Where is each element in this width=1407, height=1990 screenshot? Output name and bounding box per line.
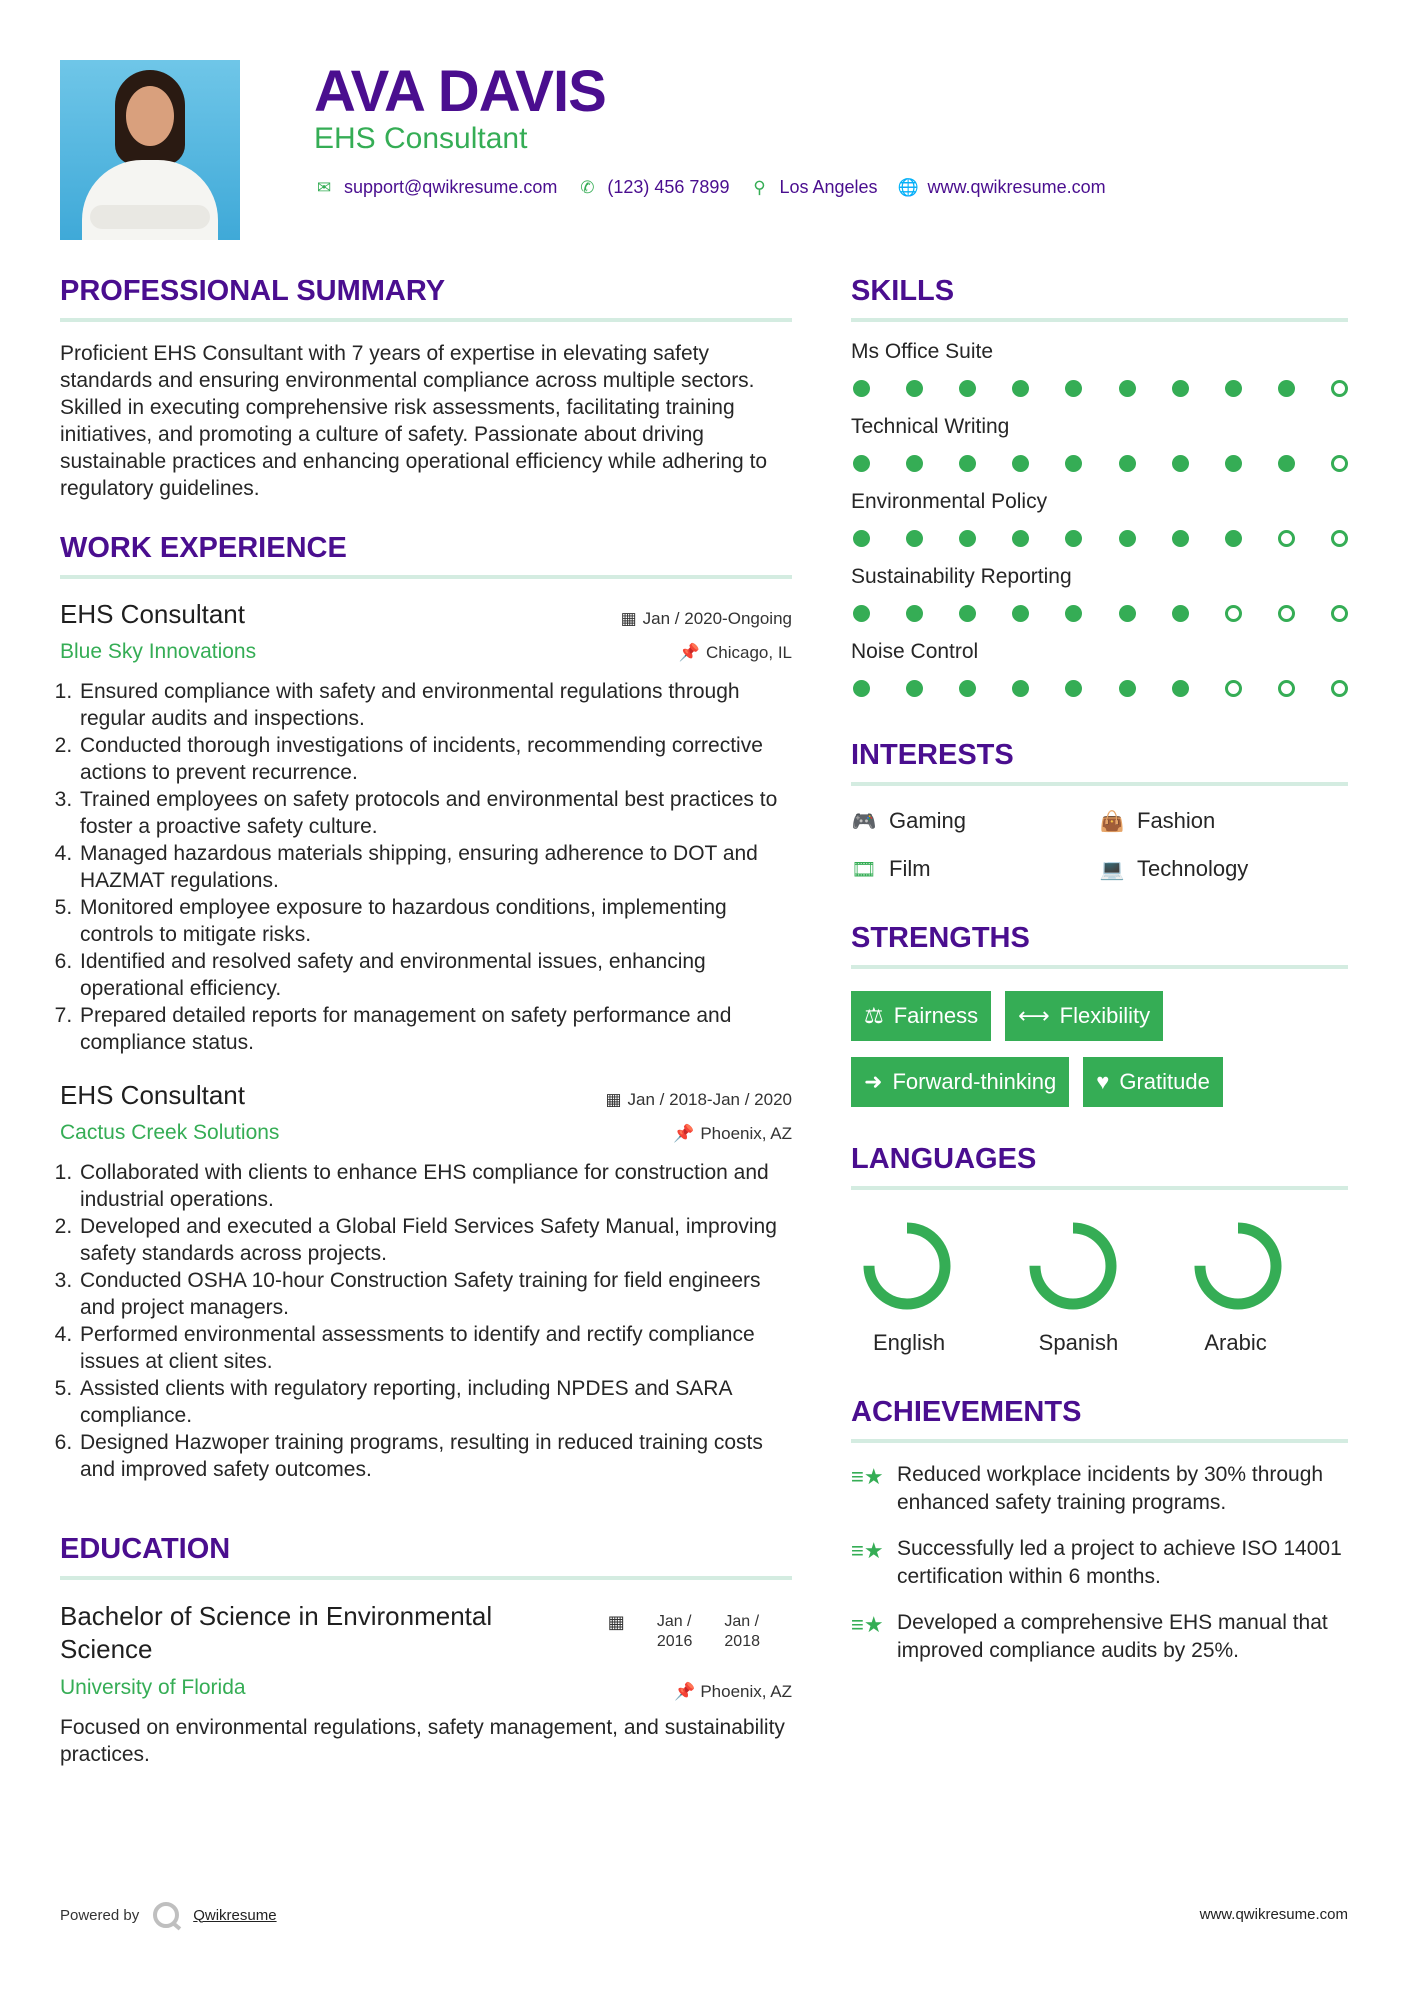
rating-dot-filled [1225, 530, 1242, 547]
rating-dot-filled [959, 680, 976, 697]
language-proficiency-arc [869, 1228, 945, 1304]
interest-item [1099, 808, 1347, 834]
education-dates [608, 1612, 760, 1652]
rating-dot-filled [1119, 530, 1136, 547]
laptop-icon: 💻 [1099, 858, 1125, 881]
strength-tag [1083, 1057, 1223, 1107]
achievement-text: Developed a comprehensive EHS manual that improved compliance audits by 25%. [897, 1611, 1328, 1662]
interest-item [851, 856, 1099, 882]
job-location-text: Phoenix, AZ [700, 1124, 792, 1143]
contact-email[interactable] [314, 177, 557, 198]
strength-label: Gratitude [1119, 1069, 1210, 1094]
summary-heading: PROFESSIONAL SUMMARY [60, 275, 446, 307]
skills-list [851, 340, 1348, 697]
rating-dot-filled [853, 455, 870, 472]
list-item: 5. Monitored employee exposure to hazardous conditions, implementing controls to mitigate risks. [78, 894, 792, 948]
contact-location-text: Los Angeles [779, 177, 878, 197]
rating-dot-empty [1331, 455, 1348, 472]
rating-dot-filled [1119, 680, 1136, 697]
rating-dot-empty [1278, 530, 1295, 547]
skills-heading: SKILLS [851, 275, 955, 307]
list-item: 4. Managed hazardous materials shipping, ensuring adherence to DOT and HAZMAT regulations. [78, 840, 792, 894]
rating-dot-filled [1065, 380, 1082, 397]
list-item: 3. Conducted OSHA 10-hour Construction Safety training for field engineers and project managers. [78, 1267, 792, 1321]
rating-dot-filled [1012, 530, 1029, 547]
rating-dot-filled [1225, 455, 1242, 472]
interest-item [1099, 856, 1347, 882]
language-proficiency-arc [1200, 1228, 1276, 1304]
rating-dot-empty [1331, 680, 1348, 697]
qwikresume-logo-icon [153, 1902, 179, 1928]
profile-photo [60, 60, 240, 240]
skill-name: Ms Office Suite [851, 340, 993, 363]
rating-dot-empty [1331, 605, 1348, 622]
list-item: 2. Developed and executed a Global Field Services Safety Manual, improving safety standards across projects. [78, 1213, 792, 1267]
rating-dot-empty [1278, 680, 1295, 697]
experience-section [60, 532, 792, 1483]
rating-dot-empty [1225, 605, 1242, 622]
shopping-bag-icon: 👜 [1099, 810, 1125, 833]
job-location [673, 1124, 792, 1144]
rating-dot-filled [906, 530, 923, 547]
achievements-section [851, 1396, 1348, 1665]
rating-dot-filled [1225, 380, 1242, 397]
rating-dot-empty [1331, 530, 1348, 547]
arrows-horizontal-icon: ⟷ [1018, 1003, 1050, 1028]
strength-label: Fairness [893, 1003, 979, 1028]
interest-label: Fashion [1137, 808, 1216, 833]
education-end: Jan / 2018 [724, 1613, 760, 1650]
achievements-heading: ACHIEVEMENTS [851, 1396, 1082, 1428]
skills-section [851, 275, 1348, 697]
strengths-tags [851, 991, 1348, 1107]
rating-dot-filled [959, 380, 976, 397]
job-dates [621, 609, 792, 629]
job-company: Cactus Creek Solutions [60, 1121, 280, 1144]
rating-dot-filled [1119, 605, 1136, 622]
rating-dot-empty [1331, 380, 1348, 397]
right-column [851, 275, 1348, 1665]
skill-rating [851, 680, 1348, 697]
achievement-item [851, 1461, 1348, 1517]
qwikresume-link[interactable]: Qwikresume [193, 1906, 277, 1924]
language-item [1182, 1216, 1348, 1356]
section-divider [851, 1186, 1348, 1190]
skill-rating [851, 605, 1348, 622]
section-divider [60, 575, 792, 579]
rating-dot-filled [1065, 455, 1082, 472]
footer-powered-by [60, 1902, 277, 1928]
strength-tag [851, 991, 991, 1041]
interests-heading: INTERESTS [851, 739, 1014, 771]
job-dates [605, 1090, 792, 1110]
list-item: 5. Assisted clients with regulatory reporting, including NPDES and SARA compliance. [78, 1375, 792, 1429]
list-item: 6. Identified and resolved safety and environmental issues, enhancing operational efficiency. [78, 948, 792, 1002]
job-dates-text: Jan / 2018-Jan / 2020 [627, 1090, 792, 1109]
section-divider [851, 965, 1348, 969]
star-icon: ≡★ [851, 1538, 884, 1563]
job-location [679, 643, 792, 663]
skill-rating [851, 530, 1348, 547]
job-dates-text: Jan / 2020-Ongoing [642, 609, 792, 628]
languages-section [851, 1143, 1348, 1356]
interest-item [851, 808, 1099, 834]
arrow-right-icon: ➜ [864, 1069, 883, 1094]
star-icon: ≡★ [851, 1464, 884, 1489]
section-divider [60, 318, 792, 322]
rating-dot-filled [906, 680, 923, 697]
heart-icon: ♥ [1096, 1069, 1110, 1094]
section-divider [851, 318, 1348, 322]
rating-dot-filled [1012, 380, 1029, 397]
section-divider [851, 782, 1348, 786]
job-bullets [60, 678, 792, 1056]
interest-label: Gaming [889, 808, 967, 833]
rating-dot-empty [1225, 680, 1242, 697]
education-location [674, 1682, 792, 1702]
rating-dot-filled [1278, 380, 1295, 397]
skill-name: Sustainability Reporting [851, 565, 1072, 588]
contact-location [749, 177, 877, 198]
languages-list [851, 1216, 1348, 1356]
achievement-text: Reduced workplace incidents by 30% through enhanced safety training programs. [897, 1463, 1324, 1514]
achievement-item [851, 1609, 1348, 1665]
rating-dot-filled [1119, 380, 1136, 397]
education-heading: EDUCATION [60, 1533, 231, 1565]
map-marker-icon: ⚲ [753, 177, 766, 197]
thumbtack-icon: 📌 [674, 1682, 696, 1701]
rating-dot-filled [1012, 605, 1029, 622]
education-description: Focused on environmental regulations, safety management, and sustainability practices. [60, 1716, 785, 1766]
list-item: 6. Designed Hazwoper training programs, resulting in reduced training costs and improved safety outcomes. [78, 1429, 792, 1483]
globe-icon: 🌐 [897, 177, 919, 197]
section-divider [60, 1576, 792, 1580]
contact-phone-text: (123) 456 7899 [607, 177, 730, 197]
thumbtack-icon: 📌 [678, 643, 700, 662]
rating-dot-filled [853, 530, 870, 547]
degree-title: Bachelor of Science in Environmental Science [60, 1601, 493, 1664]
rating-dot-filled [1172, 680, 1189, 697]
interest-label: Film [889, 856, 931, 881]
contact-website[interactable] [898, 177, 1106, 198]
strength-tag [851, 1057, 1069, 1107]
rating-dot-filled [853, 380, 870, 397]
language-item [851, 1216, 1017, 1356]
achievement-text: Successfully led a project to achieve ISO 14001 certification within 6 months. [897, 1537, 1342, 1588]
star-icon: ≡★ [851, 1612, 884, 1637]
rating-dot-filled [1172, 530, 1189, 547]
job-title: EHS Consultant [60, 1080, 245, 1110]
school-name: University of Florida [60, 1676, 246, 1699]
section-divider [851, 1439, 1348, 1443]
language-proficiency-ring [1023, 1216, 1123, 1316]
balance-scale-icon: ⚖ [864, 1003, 884, 1028]
contact-email-text: support@qwikresume.com [344, 177, 558, 197]
skill-name: Environmental Policy [851, 490, 1048, 513]
language-proficiency-ring [857, 1216, 957, 1316]
job-entry [60, 1080, 792, 1483]
contact-website-text: www.qwikresume.com [927, 177, 1106, 197]
rating-dot-filled [1065, 605, 1082, 622]
skill-name: Technical Writing [851, 415, 1010, 438]
rating-dot-filled [1012, 680, 1029, 697]
achievement-item [851, 1535, 1348, 1591]
education-section [60, 1533, 792, 1768]
rating-dot-filled [1172, 380, 1189, 397]
rating-dot-filled [1278, 455, 1295, 472]
strengths-heading: STRENGTHS [851, 922, 1030, 954]
rating-dot-filled [906, 380, 923, 397]
footer-website[interactable]: www.qwikresume.com [1199, 1906, 1348, 1923]
language-name: English [873, 1330, 946, 1355]
list-item: 7. Prepared detailed reports for management on safety performance and compliance status. [78, 1002, 792, 1056]
powered-by-label: Powered by [60, 1906, 140, 1924]
thumbtack-icon: 📌 [673, 1124, 695, 1143]
language-item [1017, 1216, 1183, 1356]
phone-icon: ✆ [580, 177, 595, 197]
contact-phone[interactable] [577, 177, 729, 198]
interests-section [851, 739, 1348, 882]
strength-tag [1005, 991, 1163, 1041]
job-location-text: Chicago, IL [706, 643, 792, 662]
rating-dot-filled [906, 605, 923, 622]
job-title: EHS Consultant [60, 599, 245, 629]
rating-dot-filled [1065, 680, 1082, 697]
rating-dot-filled [853, 680, 870, 697]
job-company: Blue Sky Innovations [60, 640, 257, 663]
languages-heading: LANGUAGES [851, 1143, 1037, 1175]
list-item: 3. Trained employees on safety protocols and environmental best practices to foster a proactive safety culture. [78, 786, 792, 840]
contact-bar [314, 177, 1114, 198]
film-icon: 🎞 [851, 858, 877, 881]
language-proficiency-arc [1035, 1228, 1111, 1304]
experience-heading: WORK EXPERIENCE [60, 532, 347, 564]
strength-label: Flexibility [1059, 1003, 1151, 1028]
rating-dot-filled [906, 455, 923, 472]
rating-dot-filled [1172, 605, 1189, 622]
language-proficiency-ring [1188, 1216, 1288, 1316]
strengths-section [851, 922, 1348, 1107]
list-item: 1. Ensured compliance with safety and environmental regulations through regular audits and inspections. [78, 678, 792, 732]
interest-label: Technology [1137, 856, 1249, 881]
education-start: Jan / 2016 [656, 1613, 693, 1650]
job-bullets [60, 1159, 792, 1483]
calendar-icon: ▦ [605, 1090, 622, 1109]
gamepad-icon: 🎮 [851, 810, 877, 833]
summary-section [60, 275, 792, 502]
list-item: 2. Conducted thorough investigations of incidents, recommending corrective actions to prevent recurrence. [78, 732, 792, 786]
skill-rating [851, 380, 1348, 397]
interests-grid [851, 808, 1348, 882]
education-entry [60, 1600, 792, 1768]
envelope-icon: ✉ [316, 177, 332, 197]
strength-label: Forward-thinking [892, 1069, 1057, 1094]
summary-text: Proficient EHS Consultant with 7 years of expertise in elevating safety standards and ensuring environmental compliance across multiple sectors. Skilled in executing comprehensive risk assessments, facilitating training initiatives, and promoting a culture of safety. Passionate about driving sustainable practices and enhancing operational efficiency while adhering to regulatory guidelines. [60, 342, 768, 500]
rating-dot-filled [853, 605, 870, 622]
list-item: 1. Collaborated with clients to enhance EHS compliance for construction and industrial operations. [78, 1159, 792, 1213]
language-name: Spanish [1038, 1330, 1119, 1355]
list-item: 4. Performed environmental assessments to identify and rectify compliance issues at client sites. [78, 1321, 792, 1375]
candidate-title: EHS Consultant [314, 122, 528, 155]
rating-dot-filled [1172, 455, 1189, 472]
education-location-text: Phoenix, AZ [700, 1682, 792, 1701]
calendar-icon: ▦ [607, 1612, 625, 1632]
rating-dot-filled [1119, 455, 1136, 472]
language-name: Arabic [1204, 1330, 1267, 1355]
job-entry [60, 599, 792, 1056]
skill-name: Noise Control [851, 640, 979, 663]
rating-dot-filled [1012, 455, 1029, 472]
rating-dot-filled [959, 530, 976, 547]
rating-dot-filled [959, 605, 976, 622]
rating-dot-filled [1065, 530, 1082, 547]
left-column [60, 275, 792, 1789]
candidate-name: AVA DAVIS [314, 59, 606, 124]
rating-dot-filled [959, 455, 976, 472]
calendar-icon: ▦ [620, 609, 637, 628]
skill-rating [851, 455, 1348, 472]
rating-dot-empty [1278, 605, 1295, 622]
